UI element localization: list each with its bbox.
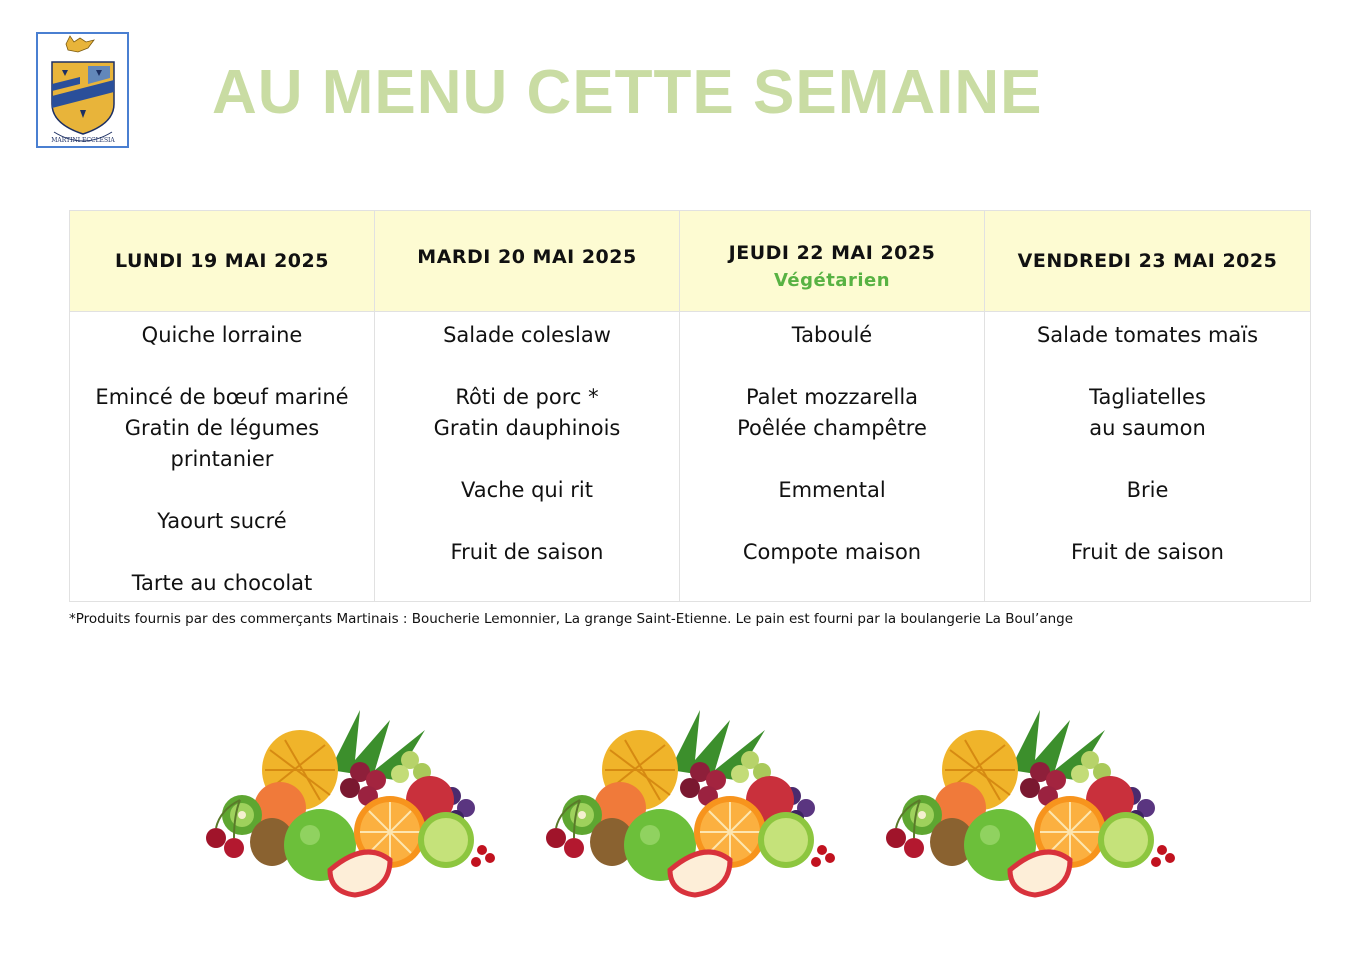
dish-item: Taboulé bbox=[791, 323, 873, 347]
dishes-friday bbox=[985, 312, 1311, 602]
dish-spacer bbox=[989, 506, 1306, 537]
day-label: LUNDI 19 MAI 2025 bbox=[115, 250, 329, 272]
day-header-tuesday bbox=[375, 211, 680, 312]
dish-spacer bbox=[684, 444, 980, 475]
dishes-tuesday bbox=[375, 312, 680, 602]
vegetarian-badge: Végétarien bbox=[773, 269, 891, 291]
dish-item: Salade coleslaw bbox=[443, 323, 611, 347]
dish-spacer bbox=[379, 351, 675, 382]
dish-item: Tarte au chocolat bbox=[131, 571, 313, 595]
dish-item: Rôti de porc * bbox=[455, 385, 599, 409]
dish-item: Compote maison bbox=[742, 540, 922, 564]
day-label: MARDI 20 MAI 2025 bbox=[417, 246, 637, 268]
dish-item: Fruit de saison bbox=[450, 540, 604, 564]
menu-dishes-row bbox=[70, 312, 1311, 602]
page-title: AU MENU CETTE SEMAINE bbox=[212, 58, 1043, 127]
dish-item: printanier bbox=[170, 447, 274, 471]
fruit-basket-illustration bbox=[530, 700, 850, 900]
dish-item: Fruit de saison bbox=[1071, 540, 1224, 564]
fruit-basket-illustration bbox=[190, 700, 510, 900]
dish-item: Tagliatelles bbox=[1089, 385, 1206, 409]
dish-spacer bbox=[74, 475, 370, 506]
dish-item: Quiche lorraine bbox=[141, 323, 303, 347]
dishes-thursday bbox=[680, 312, 985, 602]
dish-item: Emincé de bœuf mariné bbox=[95, 385, 349, 409]
dish-spacer bbox=[379, 506, 675, 537]
dish-item: Gratin de légumes bbox=[124, 416, 320, 440]
day-label: VENDREDI 23 MAI 2025 bbox=[1017, 250, 1278, 272]
day-header-friday bbox=[985, 211, 1311, 312]
dish-item: Brie bbox=[1126, 478, 1169, 502]
dish-item: Poêlée champêtre bbox=[737, 416, 927, 440]
dish-spacer bbox=[684, 351, 980, 382]
dish-spacer bbox=[74, 351, 370, 382]
supplier-footnote: *Produits fournis par des commerçants Martinais : Boucherie Lemonnier, La grange Saint-Etienne. Le pain est fourni par la boulangerie La Boul’ange bbox=[69, 611, 1074, 627]
dish-item: Emmental bbox=[778, 478, 886, 502]
day-header-monday bbox=[70, 211, 375, 312]
dish-item: Salade tomates maïs bbox=[1036, 323, 1259, 347]
dish-item: Gratin dauphinois bbox=[433, 416, 621, 440]
dish-item: Palet mozzarella bbox=[745, 385, 919, 409]
dish-item: Yaourt sucré bbox=[157, 509, 287, 533]
dish-spacer bbox=[989, 351, 1306, 382]
coat-of-arms-logo bbox=[36, 32, 129, 148]
day-header-thursday bbox=[680, 211, 985, 312]
dish-spacer bbox=[74, 537, 370, 568]
dish-item: au saumon bbox=[1089, 416, 1206, 440]
dishes-monday bbox=[70, 312, 375, 602]
fruit-basket-illustration bbox=[870, 700, 1190, 900]
day-label: JEUDI 22 MAI 2025 bbox=[728, 241, 936, 264]
logo-text: MARTINI ECCLESIA bbox=[51, 137, 115, 144]
dish-spacer bbox=[684, 506, 980, 537]
dish-spacer bbox=[989, 444, 1306, 475]
menu-header-row bbox=[70, 211, 1311, 312]
dish-item: Vache qui rit bbox=[461, 478, 593, 502]
dish-spacer bbox=[379, 444, 675, 475]
weekly-menu-table bbox=[69, 210, 1311, 602]
